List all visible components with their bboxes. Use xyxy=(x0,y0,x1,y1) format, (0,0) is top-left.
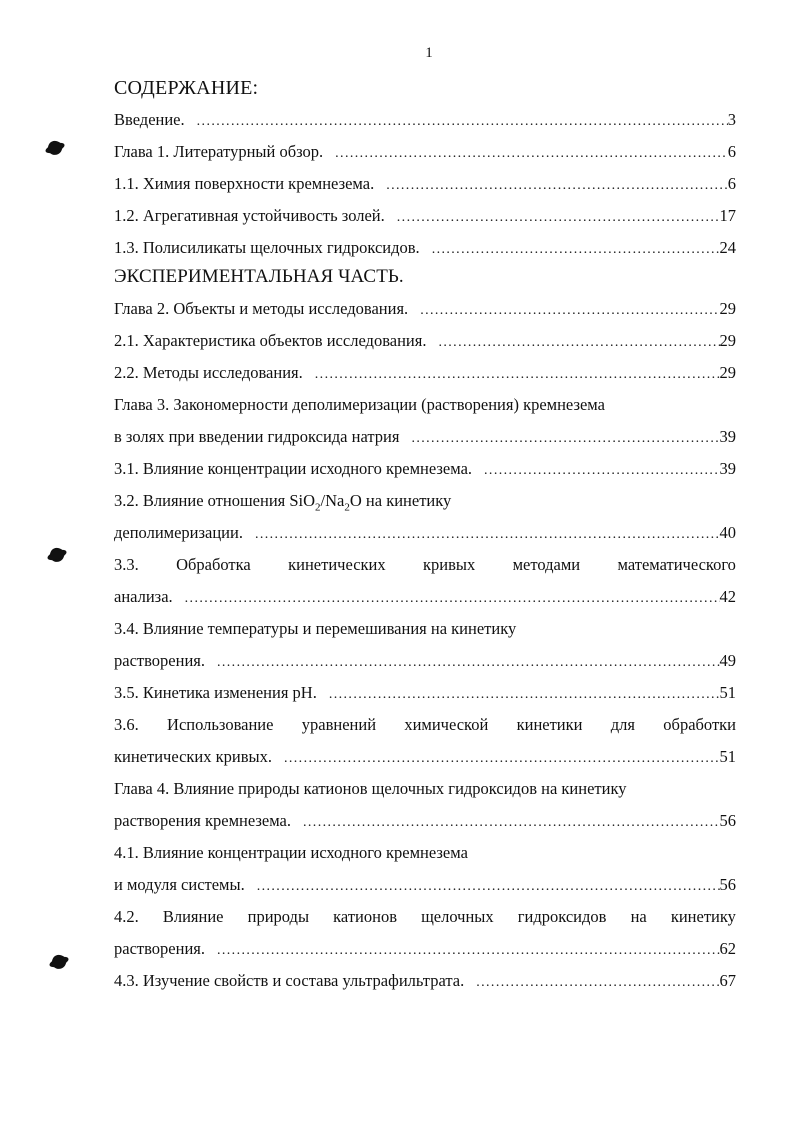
toc-page-number: 6 xyxy=(727,142,736,161)
toc-word: Обработка xyxy=(176,555,251,574)
toc-word: 3.6. xyxy=(114,715,139,734)
toc-page-number: 42 xyxy=(719,587,736,606)
toc-leader-dots xyxy=(217,651,720,675)
toc-page-number: 39 xyxy=(719,427,736,446)
toc-entry-intro[interactable] xyxy=(114,108,736,134)
toc-leader-dots xyxy=(257,875,720,899)
toc-leader-dots xyxy=(476,971,719,995)
toc-word: для xyxy=(610,715,635,734)
page-title: СОДЕРЖАНИЕ: xyxy=(114,77,259,99)
toc-entry-2-1[interactable] xyxy=(114,329,736,355)
toc-entry-label: и модуля системы. xyxy=(114,875,245,894)
toc-page-number: 67 xyxy=(719,971,736,990)
toc-entry-label: 1.1. Химия поверхности кремнезема. xyxy=(114,174,375,193)
toc-entry-3-5[interactable] xyxy=(114,681,736,707)
toc-entry-chapter-3-line-1[interactable]: Глава 3. Закономерности деполимеризации (растворения) кремнезема xyxy=(114,395,605,414)
toc-entry-label: Глава 2. Объекты и методы исследования. xyxy=(114,299,409,318)
toc-word: на xyxy=(630,907,647,926)
toc-entry-3-6-line-1[interactable] xyxy=(114,713,736,737)
toc-word: 4.2. xyxy=(114,907,139,926)
toc-word: кинетику xyxy=(670,907,736,926)
toc-entry-label: деполимеризации. xyxy=(114,523,243,542)
toc-leader-dots xyxy=(432,238,720,262)
toc-leader-dots xyxy=(284,747,720,771)
toc-page-number: 40 xyxy=(719,523,736,542)
toc-entry-label: в золях при введении гидроксида натрия xyxy=(114,427,400,446)
toc-leader-dots xyxy=(217,939,720,963)
toc-page-number: 49 xyxy=(719,651,736,670)
toc-entry-chapter-4[interactable] xyxy=(114,809,736,835)
toc-entry-text: O на кинетику xyxy=(349,491,452,510)
toc-word: Влияние xyxy=(162,907,224,926)
toc-entry-3-2[interactable] xyxy=(114,521,736,547)
toc-leader-dots xyxy=(197,110,728,134)
toc-page-number: 6 xyxy=(727,174,736,193)
toc-entry-label: кинетических кривых. xyxy=(114,747,272,766)
toc-entry-label: растворения. xyxy=(114,651,205,670)
toc-entry-label: 3.5. Кинетика изменения pH. xyxy=(114,683,317,702)
toc-page-number: 29 xyxy=(719,331,736,350)
toc-word: кинетики xyxy=(516,715,583,734)
toc-entry-label: 3.1. Влияние концентрации исходного кремнезема. xyxy=(114,459,473,478)
toc-entry-text: /Na xyxy=(320,491,345,510)
binder-hole-mark xyxy=(48,546,66,564)
toc-entry-3-2-line-1[interactable] xyxy=(114,489,451,519)
toc-word: кинетических xyxy=(288,555,386,574)
toc-leader-dots xyxy=(255,523,720,547)
toc-entry-3-1[interactable] xyxy=(114,457,736,483)
binder-hole-mark xyxy=(50,953,68,971)
toc-leader-dots xyxy=(438,331,719,355)
toc-word: химической xyxy=(404,715,489,734)
toc-entry-label: Введение. xyxy=(114,110,185,129)
toc-entry-label: растворения кремнезема. xyxy=(114,811,291,830)
toc-entry-4-2-line-1[interactable] xyxy=(114,905,736,929)
toc-page-number: 17 xyxy=(719,206,736,225)
toc-leader-dots xyxy=(484,459,719,483)
toc-entry-1-1[interactable] xyxy=(114,172,736,198)
toc-word: кривых xyxy=(423,555,476,574)
toc-page-number: 51 xyxy=(719,747,736,766)
toc-page-number: 56 xyxy=(719,811,736,830)
page-number: 1 xyxy=(425,45,433,61)
toc-entry-label: анализа. xyxy=(114,587,173,606)
toc-entry-chapter-2[interactable] xyxy=(114,297,736,323)
toc-page-number: 3 xyxy=(727,110,736,129)
toc-leader-dots xyxy=(411,427,719,451)
toc-entry-4-1[interactable] xyxy=(114,873,736,899)
toc-word: математического xyxy=(617,555,736,574)
toc-entry-label: Глава 1. Литературный обзор. xyxy=(114,142,324,161)
toc-page-number: 62 xyxy=(719,939,736,958)
toc-word: методами xyxy=(512,555,581,574)
toc-word: Использование xyxy=(167,715,274,734)
toc-page-number: 51 xyxy=(719,683,736,702)
toc-leader-dots xyxy=(315,363,720,387)
toc-word: катионов xyxy=(333,907,397,926)
toc-entry-label: 2.2. Методы исследования. xyxy=(114,363,303,382)
toc-word: гидроксидов xyxy=(517,907,607,926)
toc-page-number: 24 xyxy=(719,238,736,257)
toc-entry-3-4[interactable] xyxy=(114,649,736,675)
toc-entry-2-2[interactable] xyxy=(114,361,736,387)
toc-leader-dots xyxy=(397,206,720,230)
toc-page-number: 39 xyxy=(719,459,736,478)
toc-word: щелочных xyxy=(421,907,494,926)
toc-entry-chapter-3[interactable] xyxy=(114,425,736,451)
subscript: 2 xyxy=(344,501,350,514)
toc-entry-4-2[interactable] xyxy=(114,937,736,963)
toc-entry-chapter-4-line-1[interactable]: Глава 4. Влияние природы катионов щелочных гидроксидов на кинетику xyxy=(114,779,627,798)
toc-word: уравнений xyxy=(301,715,377,734)
toc-entry-text: 3.2. Влияние отношения SiO xyxy=(114,491,316,510)
toc-entry-label: 1.3. Полисиликаты щелочных гидроксидов. xyxy=(114,238,420,257)
toc-leader-dots xyxy=(386,174,728,198)
toc-entry-label: растворения. xyxy=(114,939,205,958)
toc-leader-dots xyxy=(303,811,720,835)
toc-entry-1-3[interactable] xyxy=(114,236,736,262)
toc-entry-chapter-1[interactable] xyxy=(114,140,736,166)
toc-entry-4-1-line-1[interactable]: 4.1. Влияние концентрации исходного кремнезема xyxy=(114,843,468,862)
binder-hole-mark xyxy=(46,139,64,157)
toc-page-number: 29 xyxy=(719,299,736,318)
toc-entry-3-3[interactable] xyxy=(114,585,736,611)
toc-word: 3.3. xyxy=(114,555,139,574)
toc-entry-label: 2.1. Характеристика объектов исследования. xyxy=(114,331,427,350)
toc-entry-3-3-line-1[interactable] xyxy=(114,553,736,577)
toc-word: обработки xyxy=(663,715,736,734)
toc-leader-dots xyxy=(420,299,719,323)
toc-entry-label: 1.2. Агрегативная устойчивость золей. xyxy=(114,206,385,225)
toc-entry-4-3[interactable] xyxy=(114,969,736,995)
toc-word: природы xyxy=(247,907,310,926)
toc-leader-dots xyxy=(329,683,720,707)
toc-entry-label: 4.3. Изучение свойств и состава ультрафильтрата. xyxy=(114,971,465,990)
toc-page-number: 29 xyxy=(719,363,736,382)
experimental-part-heading: ЭКСПЕРИМЕНТАЛЬНАЯ ЧАСТЬ. xyxy=(114,266,404,287)
toc-leader-dots xyxy=(335,142,728,166)
toc-page-number: 56 xyxy=(719,875,736,894)
toc-entry-3-6[interactable] xyxy=(114,745,736,771)
toc-entry-1-2[interactable] xyxy=(114,204,736,230)
subscript: 2 xyxy=(315,501,321,514)
toc-leader-dots xyxy=(185,587,720,611)
toc-entry-3-4-line-1[interactable]: 3.4. Влияние температуры и перемешивания на кинетику xyxy=(114,619,517,638)
